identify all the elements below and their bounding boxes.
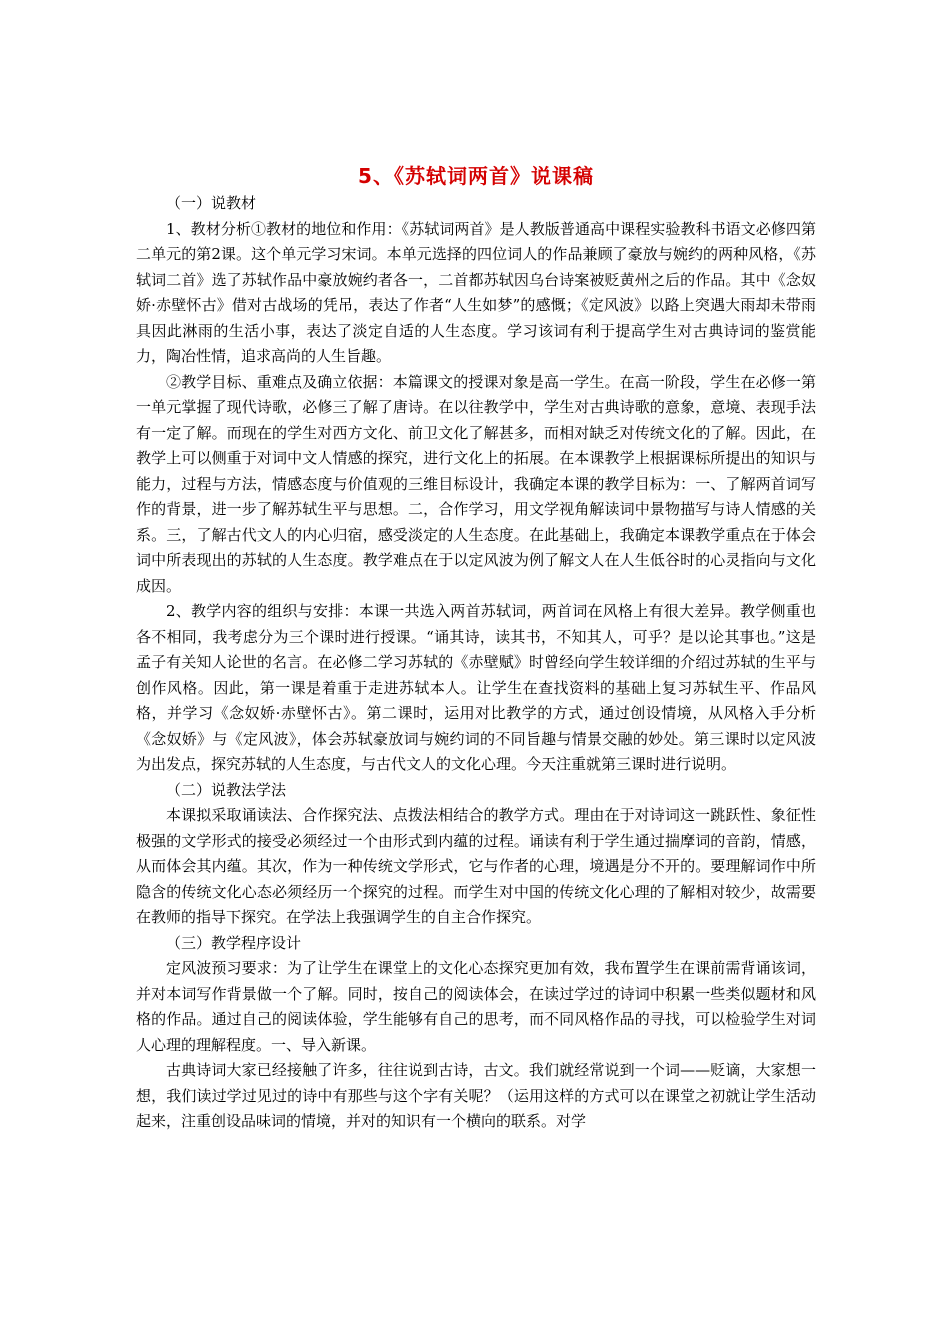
paragraph-4: 本课拟采取诵读法、合作探究法、点拨法相结合的教学方式。理由在于对诗词这一跳跃性、象征性极强的文学形式的接受必须经过一个由形式到内蕴的过程。诵读有利于学生通过揣摩词的音韵，情感，从而体会其内蕴。其次，作为一种传统文学形式，它与作者的心理，境遇是分不开的。要理解词作中所隐含的传统文化心态必须经历一个探究的过程。而学生对中国的传统文化心理的了解相对较少，故需要在教师的指导下探究。在学法上我强调学生的自主合作探究。 (136, 806, 816, 926)
paragraph-2: ②教学目标、重难点及确立依据：本篇课文的授课对象是高一学生。在高一阶段，学生在必修一第一单元掌握了现代诗歌，必修三了解了唐诗。在以往教学中，学生对古典诗歌的意象，意境、表现手法有一定了解。而现在的学生对西方文化、前卫文化了解甚多，而相对缺乏对传统文化的了解。因此，在教学上可以侧重于对词中文人情感的探究，进行文化上的拓展。在本课教学上根据课标所提出的知识与能力，过程与方法，情感态度与价值观的三维目标设计，我确定本课的教学目标为：一、了解两首词写作的背景，进一步了解苏轼生平与思想。二，合作学习，用文学视角解读词中景物描写与诗人情感的关系。三，了解古代文人的内心归宿，感受淡定的人生态度。在此基础上，我确定本课教学重点在于体会词中所表现出的苏轼的人生态度。教学难点在于以定风波为例了解文人在人生低谷时的心灵指向与文化成因。 (136, 372, 816, 595)
paragraph-6: 古典诗词大家已经接触了许多，往往说到古诗，古文。我们就经常说到一个词——贬谪，大家想一想，我们读过学过见过的诗中有那些与这个字有关呢？（运用这样的方式可以在课堂之初就让学生活动起来，注重创设品味词的情境，并对的知识有一个横向的联系。对学 (136, 1061, 816, 1130)
paragraph-3: 2、教学内容的组织与安排：本课一共选入两首苏轼词，两首词在风格上有很大差异。教学侧重也各不相同，我考虑分为三个课时进行授课。“诵其诗，读其书，不知其人，可乎？是以论其事也。”这是孟子有关知人论世的名言。在必修二学习苏轼的《赤壁赋》时曾经向学生较详细的介绍过苏轼的生平与创作风格。因此，第一课是着重于走进苏轼本人。让学生在查找资料的基础上复习苏轼生平、作品风格，并学习《念奴娇·赤壁怀古》。第二课时，运用对比教学的方式，通过创设情境，从风格入手分析《念奴娇》与《定风波》，体会苏轼豪放词与婉约词的不同旨趣与情景交融的妙处。第三课时以定风波为出发点，探究苏轼的人生态度，与古代文人的文化心理。今天注重就第三课时进行说明。 (136, 602, 816, 773)
document-title: 5、《苏轼词两首》说课稿 (358, 164, 594, 188)
paragraph-1: 1、教材分析①教材的地位和作用：《苏轼词两首》是人教版普通高中课程实验教科书语文必修四第二单元的第2课。这个单元学习宋词。本单元选择的四位词人的作品兼顾了豪放与婉约的两种风格，《苏轼词二首》选了苏轼作品中豪放婉约者各一，二首都苏轼因乌台诗案被贬黄州之后的作品。其中《念奴娇·赤壁怀古》借对古战场的凭吊，表达了作者“人生如梦”的感慨；《定风波》以路上突遇大雨却未带雨具因此淋雨的生活小事，表达了淡定自适的人生态度。学习该词有利于提高学生对古典诗词的鉴赏能力，陶冶性情，追求高尚的人生旨趣。 (136, 219, 816, 365)
section-heading-1: （一）说教材 (166, 194, 257, 212)
document-body (136, 191, 816, 1135)
paragraph-5: 定风波预习要求：为了让学生在课堂上的文化心态探究更加有效，我布置学生在课前需背诵该词，并对本词写作背景做一个了解。同时，按自己的阅读体会，在读过学过的诗词中积累一些类似题材和风格的作品。通过自己的阅读体验，学生能够有自己的思考，而不同风格作品的寻找，可以检验学生对词人心理的理解程度。一、导入新课。 (136, 959, 816, 1054)
section-heading-3: （三）教学程序设计 (166, 933, 302, 952)
section-heading-2: （二）说教法学法 (166, 780, 287, 799)
